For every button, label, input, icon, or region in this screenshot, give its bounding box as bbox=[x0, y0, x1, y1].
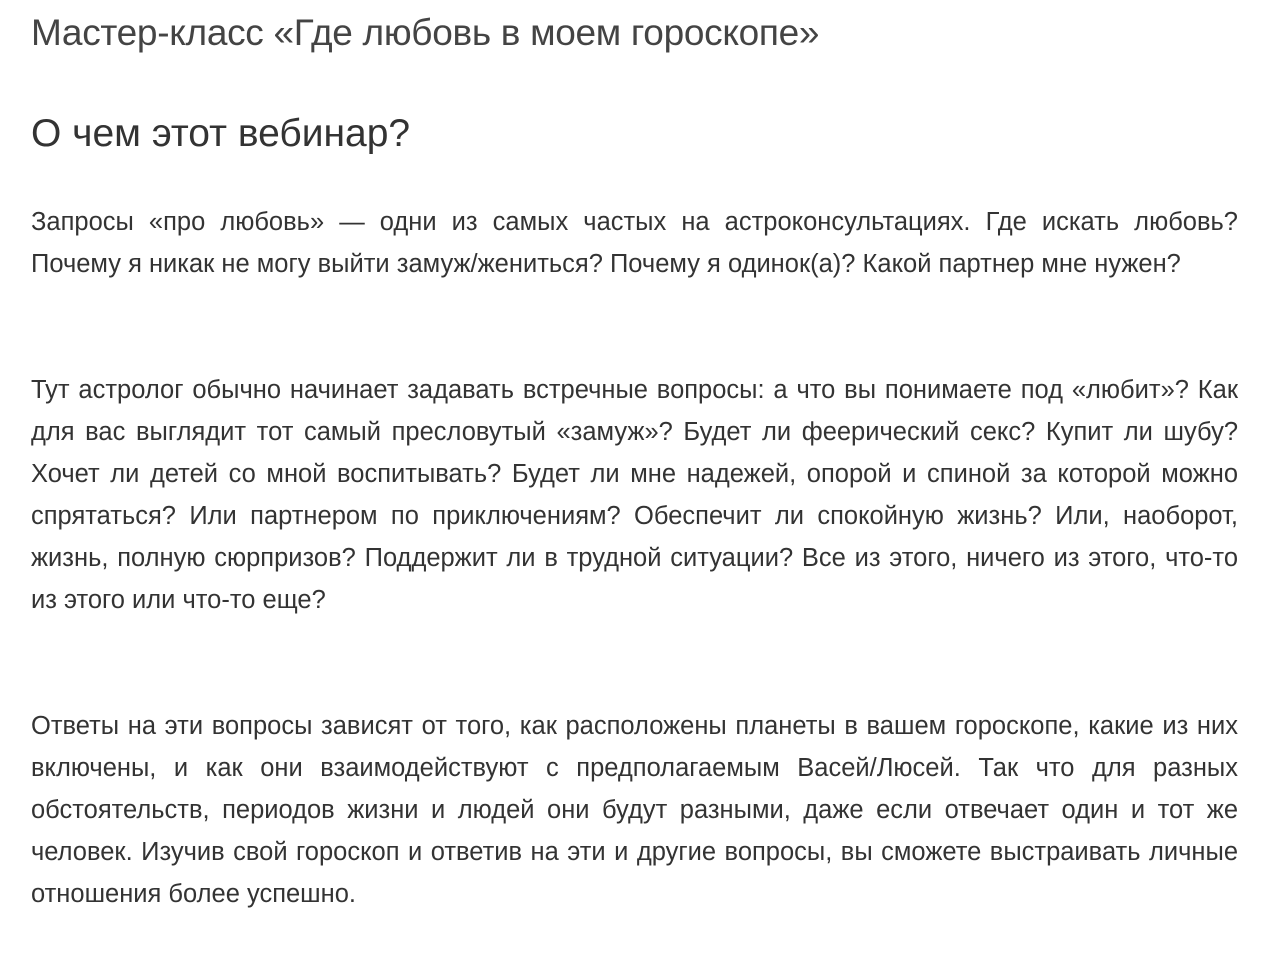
paragraph: Ответы на эти вопросы зависят от того, как расположены планеты в вашем гороскопе, какие из них включены, и как они взаимодействуют с предполагаемым Васей/Люсей. Так что для разных обстоятельств, периодов жизни и людей они будут разными, даже если отвечает один и тот же человек. Изучив свой гороскоп и ответив на эти и другие вопросы, вы сможете выстраивать личные отношения более успешно. bbox=[31, 712, 1238, 908]
page-title: Мастер-класс «Где любовь в моем гороскопе» bbox=[31, 12, 820, 53]
section-heading: О чем этот вебинар? bbox=[31, 112, 411, 155]
paragraph: Запросы «про любовь» — одни из самых частых на астроконсультациях. Где искать любовь? Почему я никак не могу выйти замуж/жениться? Почему я одинок(а)? Какой партнер мне нужен? bbox=[31, 208, 1238, 278]
paragraph: Тут астролог обычно начинает задавать встречные вопросы: а что вы понимаете под «любит»? Как для вас выглядит тот самый пресловутый «замуж»? Будет ли феерический секс? Купит ли шубу? Хочет ли детей со мной воспитывать? Будет ли мне надежей, опорой и спиной за которой можно спрятаться? Или партнером по приключениям? Обеспечит ли спокойную жизнь? Или, наоборот, жизнь, полную сюрпризов? Поддержит ли в трудной ситуации? Все из этого, ничего из этого, что-то из этого или что-то еще? bbox=[31, 376, 1238, 614]
